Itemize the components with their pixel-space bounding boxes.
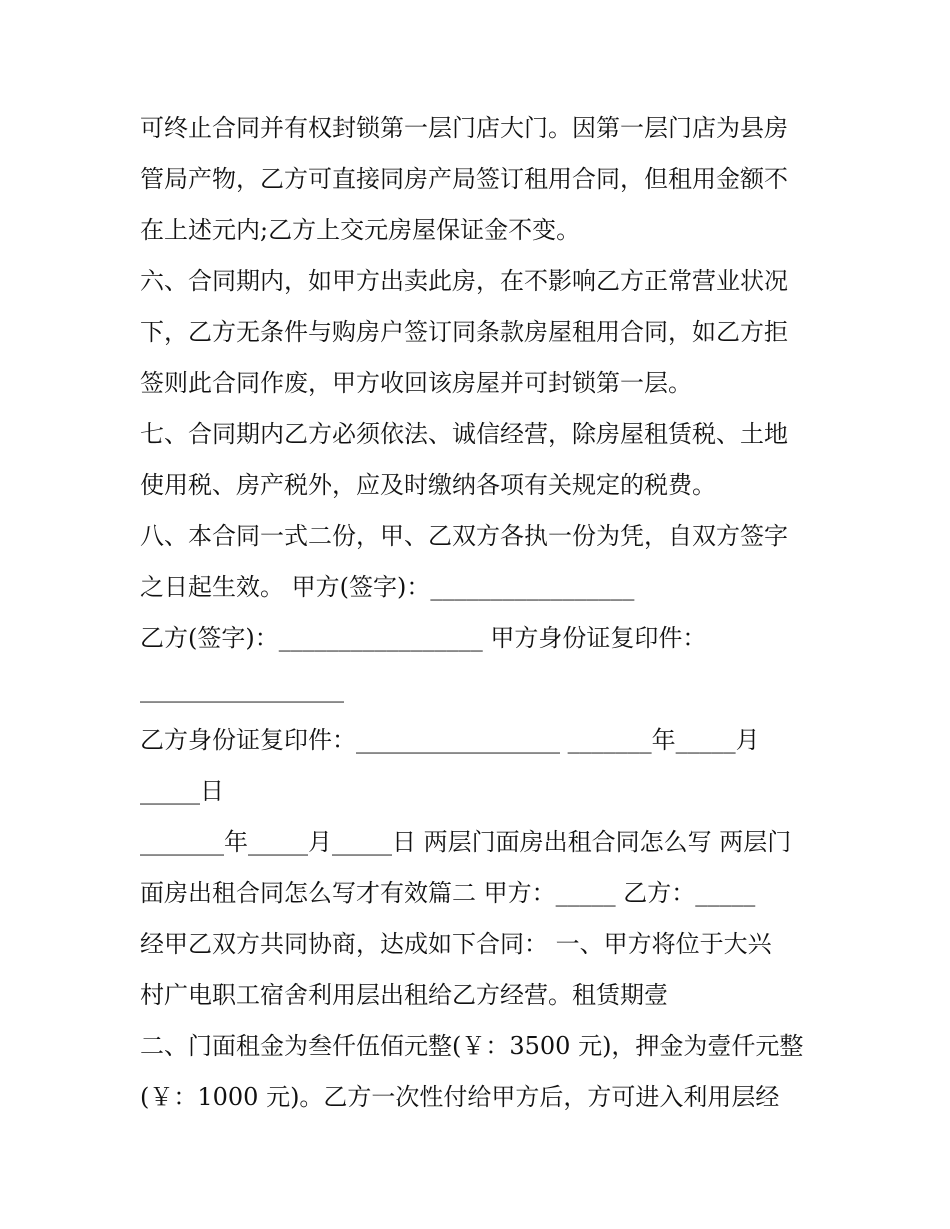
text-line: 乙方(签字)：_________________ 甲方身份证复印件： <box>140 624 707 652</box>
text-line: 八、本合同一式二份，甲、乙双方各执一份为凭，自双方签字 <box>140 522 788 550</box>
text-line: 村广电职工宿舍利用层出租给乙方经营。租赁期壹 <box>140 981 668 1009</box>
text-line: 乙方身份证复印件：_________________ _______年_____月 <box>140 726 760 754</box>
text-line: 经甲乙双方共同协商，达成如下合同： 一、甲方将位于大兴 <box>140 930 772 958</box>
contract-text <box>140 103 830 1123</box>
text-line: 面房出租合同怎么写才有效篇二 甲方：_____ 乙方：_____ <box>140 879 756 907</box>
text-line: _____日 <box>140 777 224 805</box>
text-line: 二、门面租金为叁仟伍佰元整(￥：3500 元)，押金为壹仟元整 <box>140 1032 804 1060</box>
text-line: 使用税、房产税外，应及时缴纳各项有关规定的税费。 <box>140 471 716 499</box>
text-line: 七、合同期内乙方必须依法、诚信经营，除房屋租赁税、土地 <box>140 420 788 448</box>
text-line: 下，乙方无条件与购房户签订同条款房屋租用合同，如乙方拒 <box>140 318 788 346</box>
text-line: _______年_____月_____日 两层门面房出租合同怎么写 两层门 <box>140 828 792 856</box>
text-line: 在上述元内;乙方上交元房屋保证金不变。 <box>140 216 581 244</box>
text-line: (￥：1000 元)。乙方一次性付给甲方后，方可进入利用层经 <box>140 1083 780 1111</box>
text-line: _________________ <box>140 675 344 703</box>
text-line: 可终止合同并有权封锁第一层门店大门。因第一层门店为县房 <box>140 114 788 142</box>
text-line: 管局产物，乙方可直接同房产局签订租用合同，但租用金额不 <box>140 165 788 193</box>
text-line: 签则此合同作废，甲方收回该房屋并可封锁第一层。 <box>140 369 692 397</box>
text-line: 六、合同期内，如甲方出卖此房，在不影响乙方正常营业状况 <box>140 267 788 295</box>
text-line: 之日起生效。 甲方(签字)：_________________ <box>140 573 635 601</box>
